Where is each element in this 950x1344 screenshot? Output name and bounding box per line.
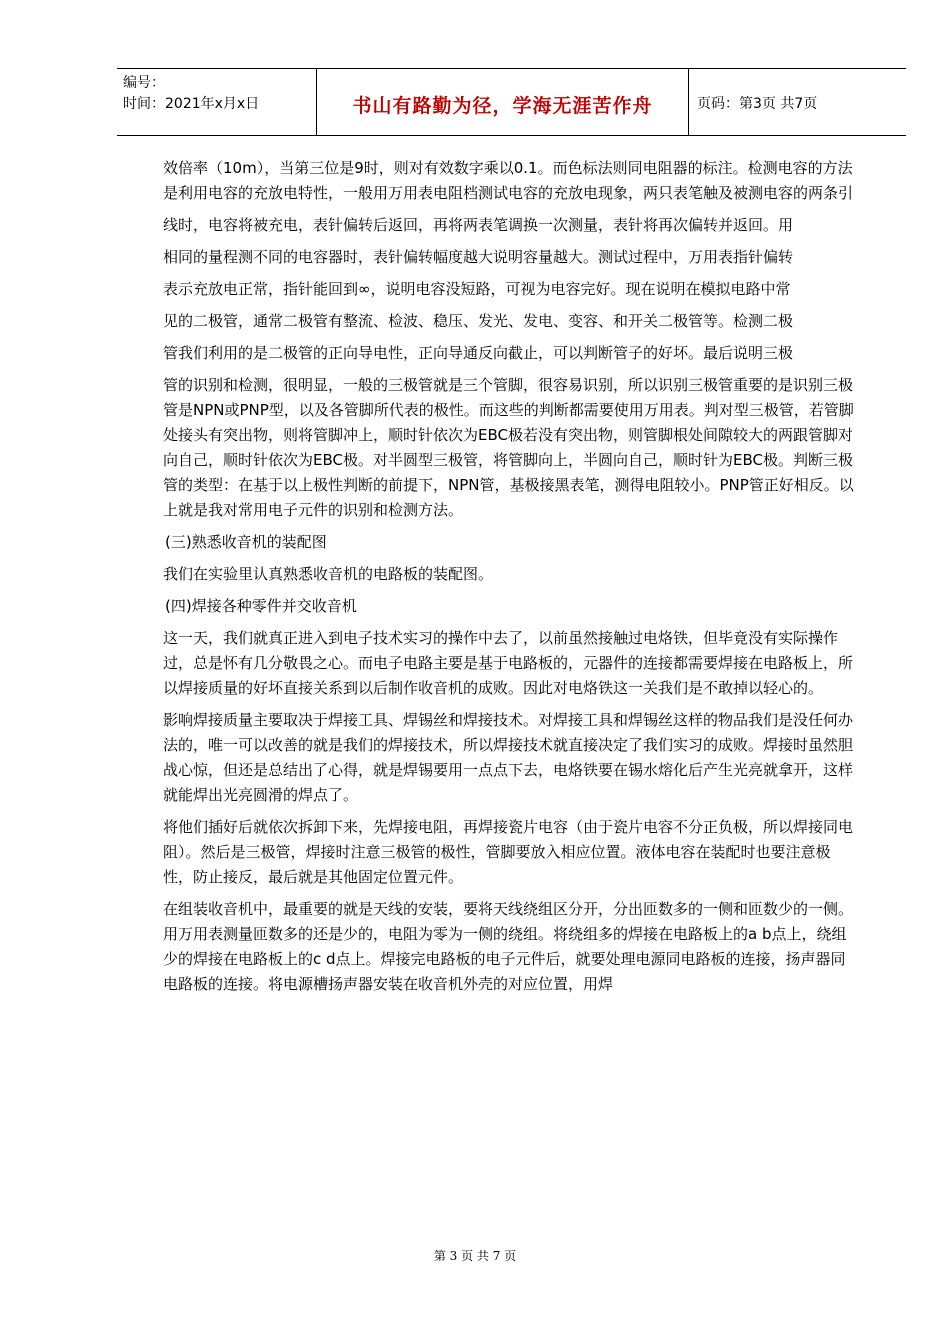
header-motto-cell (317, 69, 689, 135)
paragraph: 管的识别和检测，很明显，一般的三极管就是三个管脚，很容易识别，所以识别三极管重要的是识别三极管是NPN或PNP型，以及各管脚所代表的极性。而这些的判断都需要使用万用表。判对型三极管，若管脚处接头有突出物，则将管脚冲上，顺时针依次为EBC极若没有突出物，则管脚根处间隙较大的两跟管脚对向自己，顺时针依次为EBC极。对半圆型三极管，将管脚向上，半圆向自己，顺时针为EBC极。判断三极管的类型：在基于以上极性判断的前提下，NPN管，基极接黑表笔，测得电阻较小。PNP管正好相反。以上就是我对常用电子元件的识别和检测方法。 (163, 376, 854, 519)
paragraph: 我们在实验里认真熟悉收音机的电路板的装配图。 (163, 565, 494, 583)
serial-label: 编号： (123, 75, 165, 91)
paragraph: 表示充放电正常，指针能回到∞，说明电容没短路，可视为电容完好。现在说明在模拟电路中常 (163, 280, 791, 298)
paragraph: 相同的量程测不同的电容器时，表针偏转幅度越大说明容量越大。测试过程中，万用表指针偏转 (163, 248, 794, 266)
document-body (163, 156, 857, 1004)
paragraph: 将他们插好后就依次拆卸下来，先焊接电阻，再焊接瓷片电容（由于瓷片电容不分正负极，所以焊接同电阻）。然后是三极管，焊接时注意三极管的极性，管脚要放入相应位置。液体电容在装配时也要注意极性，防止接反，最后就是其他固定位置元件。 (163, 818, 854, 886)
paragraph: 在组装收音机中，最重要的就是天线的安装，要将天线绕组区分开，分出匝数多的一侧和匝数少的一侧。用万用表测量匝数多的还是少的，电阻为零为一侧的绕组。将绕组多的焊接在电路板上的a b点上，绕组少的焊接在电路板上的c d点上。焊接完电路板的电子元件后，就要处理电源同电路板的连接，扬声器同电路板的连接。将电源槽扬声器安装在收音机外壳的对应位置，用焊 (163, 900, 854, 993)
header-motto: 书山有路勤为径，学海无涯苦作舟 (352, 95, 653, 117)
header-page-label: 页码：第3页 共7页 (697, 96, 818, 112)
time-label: 时间：2021年x月x日 (123, 96, 260, 112)
paragraph: 这一天，我们就真正进入到电子技术实习的操作中去了，以前虽然接触过电烙铁，但毕竟没有实际操作过，总是怀有几分敬畏之心。而电子电路主要是基于电路板的，元器件的连接都需要焊接在电路板上，所以焊接质量的好坏直接关系到以后制作收音机的成败。因此对电烙铁这一关我们是不敢掉以轻心的。 (163, 629, 854, 697)
paragraph: 线时，电容将被充电，表针偏转后返回，再将两表笔调换一次测量，表针将再次偏转并返回。用 (163, 216, 794, 234)
header-right-cell (689, 69, 906, 135)
section-heading: (四)焊接各种零件并交收音机 (165, 597, 357, 615)
header-left-cell (117, 69, 317, 135)
paragraph: 见的二极管，通常二极管有整流、检波、稳压、发光、发电、变容、和开关二极管等。检测二极 (163, 312, 794, 330)
page-header (117, 68, 906, 136)
paragraph: 效倍率（10m），当第三位是9时，则对有效数字乘以0.1。而色标法则同电阻器的标注。检测电容的方法是利用电容的充放电特性，一般用万用表电阻档测试电容的充放电现象，两只表笔触及被测电容的两条引 (163, 159, 854, 202)
page-footer: 第 3 页 共 7 页 (433, 1249, 517, 1263)
section-heading: (三)熟悉收音机的装配图 (165, 533, 327, 551)
paragraph: 管我们利用的是二极管的正向导电性，正向导通反向截止，可以判断管子的好坏。最后说明三极 (163, 344, 794, 362)
paragraph: 影响焊接质量主要取决于焊接工具、焊锡丝和焊接技术。对焊接工具和焊锡丝这样的物品我们是没任何办法的，唯一可以改善的就是我们的焊接技术，所以焊接技术就直接决定了我们实习的成败。焊接时虽然胆战心惊，但还是总结出了心得，就是焊锡要用一点点下去，电烙铁要在锡水熔化后产生光亮就拿开，这样就能焊出光亮圆滑的焊点了。 (163, 711, 854, 804)
